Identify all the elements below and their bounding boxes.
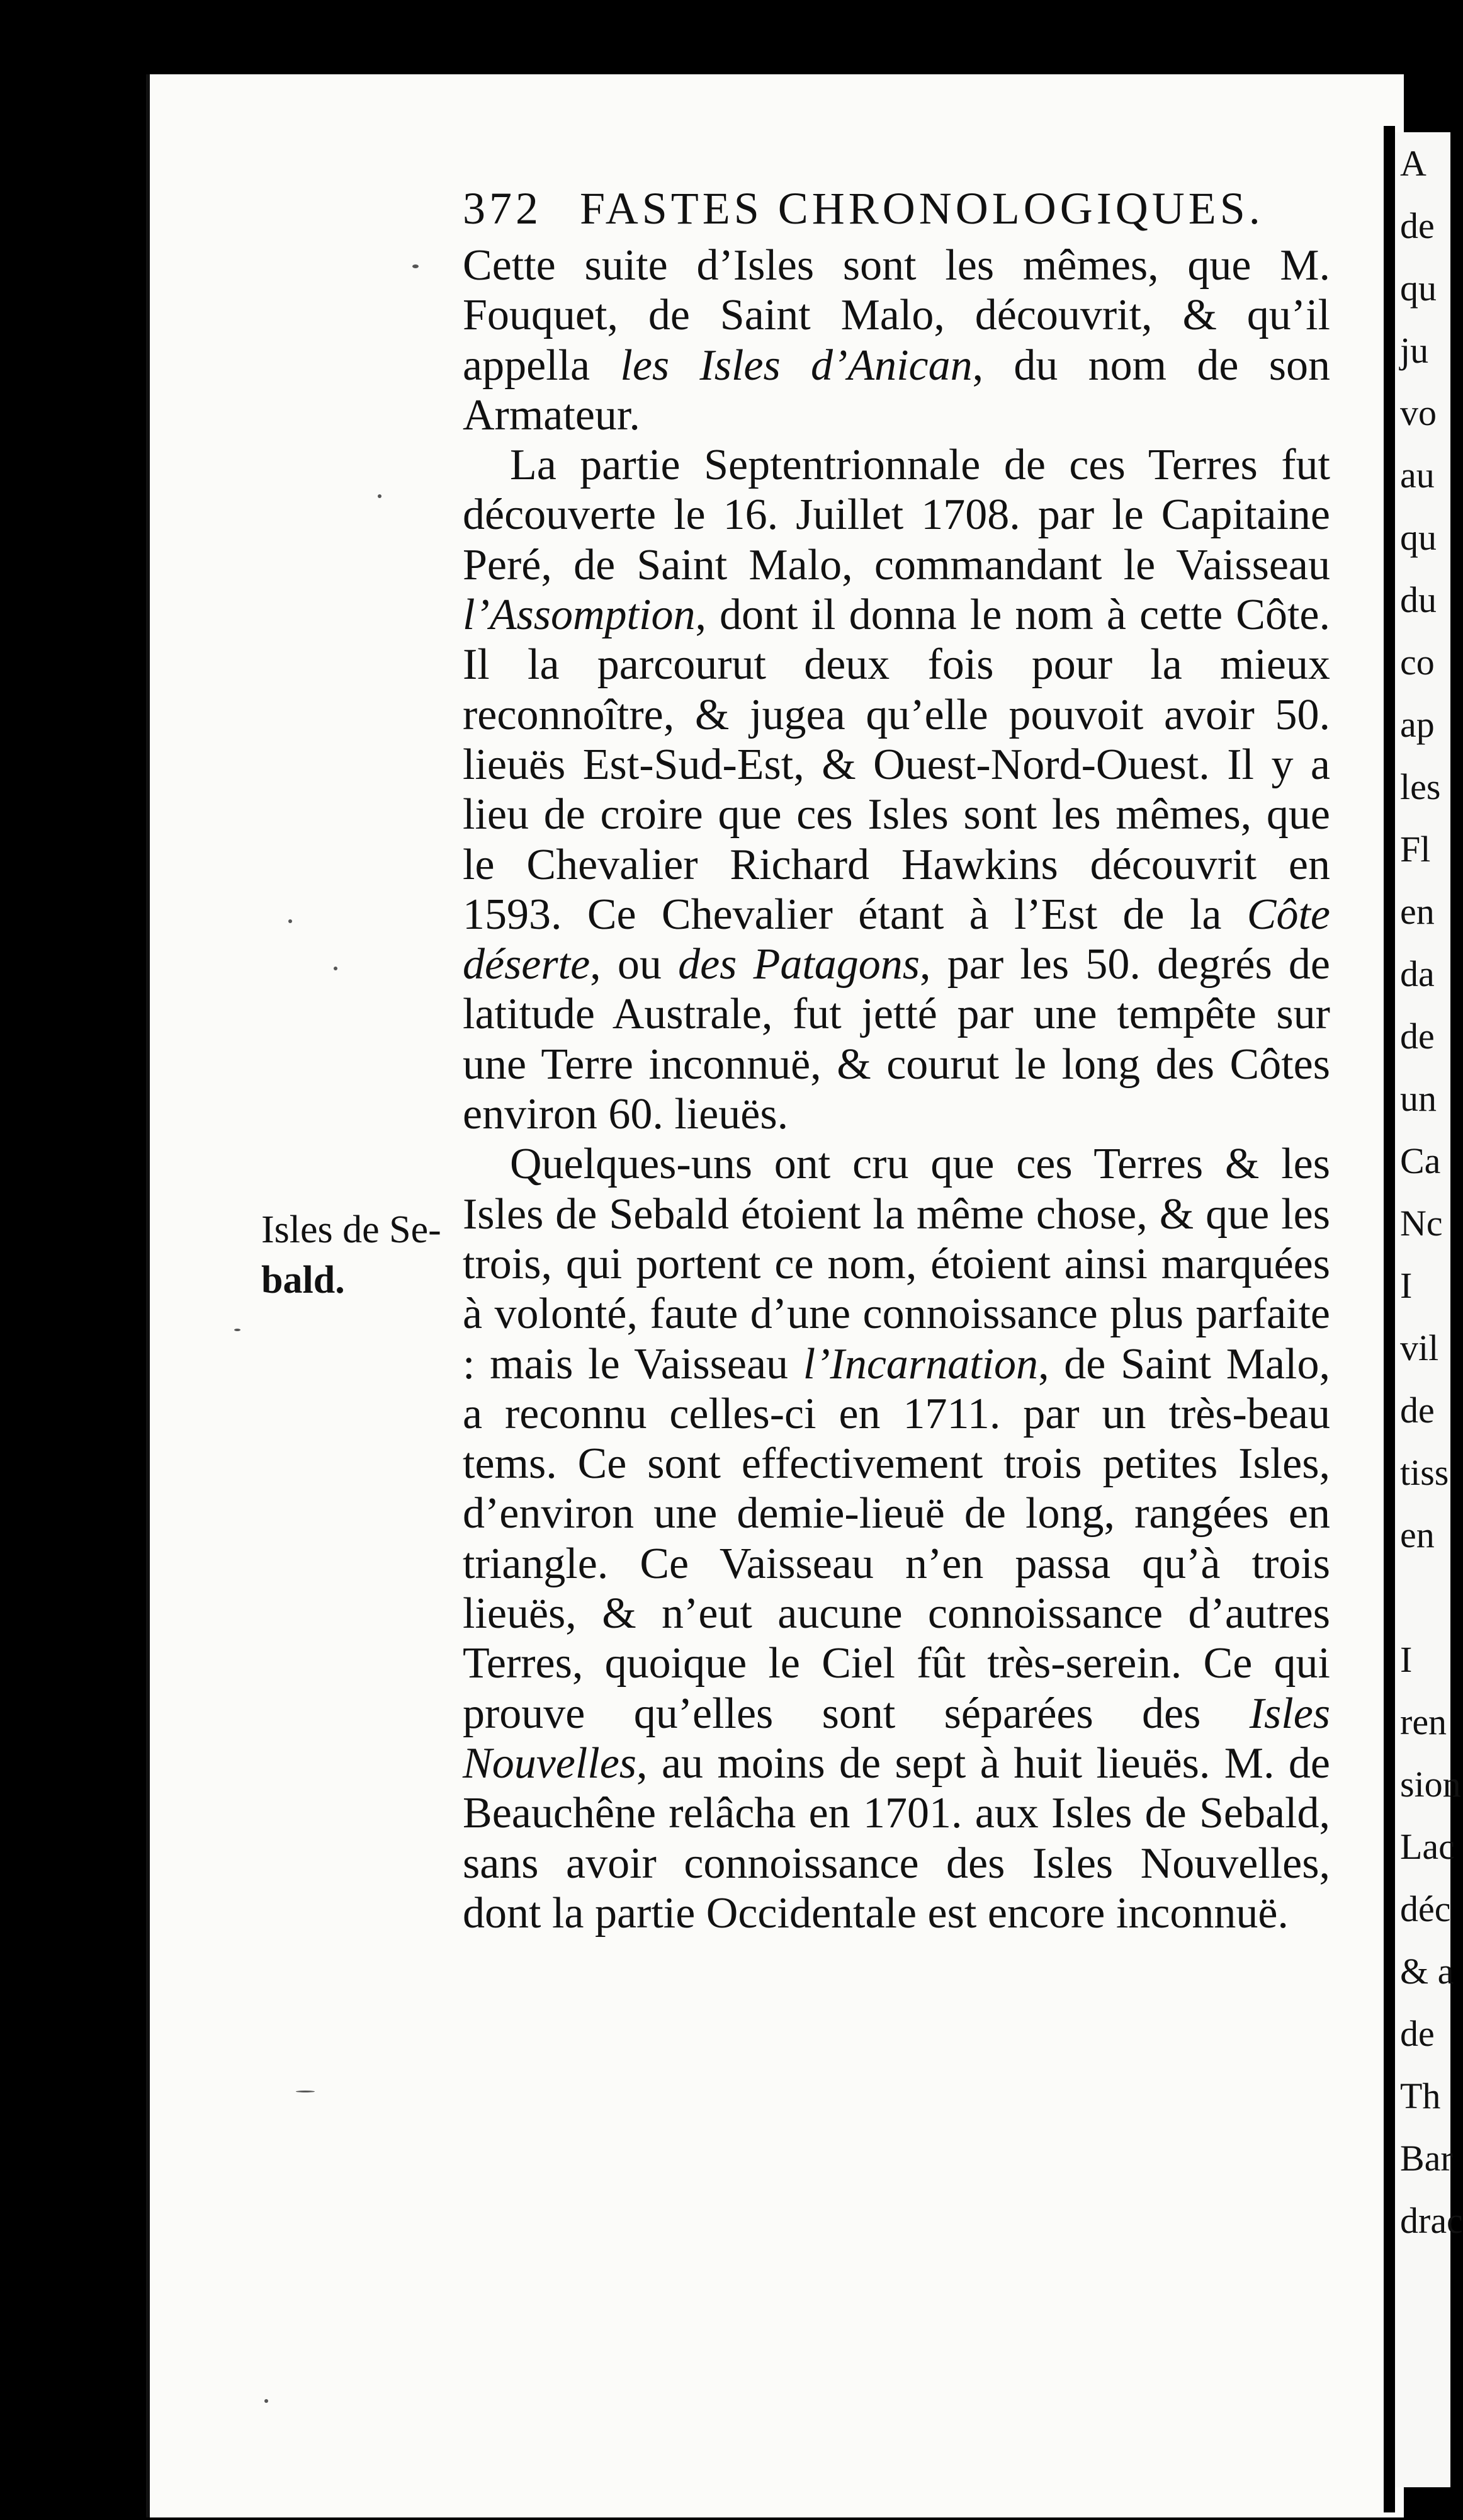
facing-page-fragment: de [1400, 205, 1435, 246]
text-run: La partie Septentrionnale de ces Terres fut découverte le 16. Juillet 1708. par le Capitaine Peré, de Saint Malo, commandant le Vaisseau [463, 441, 1330, 589]
facing-page-fragment: ren [1400, 1701, 1447, 1742]
facing-page-fragment: Lac [1400, 1826, 1455, 1867]
facing-page-fragment: drac [1400, 2200, 1463, 2241]
page-number: 372 [463, 183, 542, 234]
main-text [463, 241, 1330, 1938]
paragraph-2 [463, 440, 1330, 1139]
ink-speck [334, 967, 337, 970]
text-run: Cette suite d’Isles sont les mêmes, que M. Fouquet, de Saint Malo, découvrit, & qu’il appella [463, 241, 1330, 390]
ink-speck [264, 2399, 268, 2403]
text-run: Quelques-uns ont cru que ces Terres & les Isles de Sebald étoient la même chose, & que les trois, qui portent ce nom, étoient ainsi marquées à volonté, faute d’une connoissance plus parfaite : mais le Vaisseau [463, 1140, 1330, 1388]
margin-note [261, 1205, 450, 1305]
facing-page-fragment: Ca [1400, 1140, 1441, 1181]
facing-page-edge [1395, 132, 1463, 2487]
facing-page-fragment: qu [1400, 517, 1437, 558]
facing-page-fragment: Th [1400, 2075, 1441, 2116]
facing-page-fragment: les [1400, 766, 1441, 807]
facing-page-fragment: en [1400, 1514, 1435, 1555]
facing-page-fragment: ju [1400, 330, 1429, 371]
facing-page-fragment: ap [1400, 704, 1435, 745]
facing-page-fragment: vil [1400, 1327, 1439, 1368]
running-header [463, 183, 1264, 235]
italic-text: Isles Nouvelles [463, 1689, 1330, 1788]
facing-page-fragment: de [1400, 1016, 1435, 1057]
facing-page-fragment: A [1400, 143, 1426, 184]
facing-page-fragment: Bar [1400, 2138, 1453, 2179]
facing-page-fragment: Nc [1400, 1203, 1443, 1244]
ink-speck [234, 1329, 240, 1331]
ink-speck [378, 494, 381, 498]
running-title: FASTES CHRONOLOGIQUES. [580, 183, 1264, 234]
facing-page-fragment: I [1400, 1639, 1413, 1680]
facing-page-fragment: I [1400, 1265, 1413, 1306]
gutter-shadow [1384, 126, 1395, 2512]
text-run: , dont il donna le nom à cette Côte. Il la parcourut deux fois pour la mieux reconnoître, & jugea qu’elle pouvoit avoir 50. lieuës Est-Sud-Est, & Ouest-Nord-Ouest. Il y a lieu de croire que ces Isles sont les mêmes, que le Chevalier Richard Hawkins découvrit en 1593. Ce Chevalier étant à l’Est de la [463, 591, 1330, 939]
ink-speck [288, 919, 292, 923]
italic-text: Côte déserte [463, 890, 1330, 989]
facing-page-fragment: qu [1400, 268, 1437, 309]
text-run: , ou [590, 940, 679, 989]
text-run: , du nom de son Armateur. [463, 341, 1330, 440]
facing-page-fragment: au [1400, 455, 1435, 496]
facing-page-fragment [1395, 1566, 1450, 1628]
paragraph-3 [463, 1139, 1330, 1938]
facing-page-fragment: du [1400, 579, 1437, 620]
facing-page-fragment: un [1400, 1078, 1437, 1119]
facing-page-fragment: co [1400, 642, 1435, 683]
ink-speck [412, 264, 419, 268]
facing-page-fragment: de [1400, 1390, 1435, 1431]
paragraph-1 [463, 241, 1330, 440]
margin-note-line: bald. [261, 1259, 345, 1302]
facing-page-fragment: de [1400, 2013, 1435, 2054]
facing-page-fragment: vo [1400, 392, 1437, 433]
facing-page-fragment: en [1400, 891, 1435, 932]
italic-text: l’Assomption [463, 591, 696, 640]
italic-text: des Patagons [678, 940, 920, 989]
italic-text: les Isles d’Anican [620, 341, 973, 390]
text-run: , par les 50. degrés de latitude Australe, fut jetté par une tempête sur une Terre inconnuë, & courut le long des Côtes environ 60. lieuës. [463, 940, 1330, 1139]
facing-page-fragment: déc [1400, 1888, 1451, 1929]
facing-page-fragment: sion [1400, 1764, 1461, 1805]
margin-note-line: Isles de Se- [261, 1208, 441, 1251]
facing-page-fragment: & a [1400, 1951, 1454, 1992]
text-run: , au moins de sept à huit lieuës. M. de Beauchêne relâcha en 1701. aux Isles de Sebald, sans avoir connoissance des Isles Nouvelles, dont la partie Occidentale est encore inconnuë. [463, 1739, 1330, 1938]
facing-page-fragment: tiss [1400, 1452, 1449, 1493]
facing-page-fragment: da [1400, 953, 1435, 994]
italic-text: l’Incarnation [803, 1339, 1039, 1388]
facing-page-fragment: Fl [1400, 829, 1431, 870]
text-run: , de Saint Malo, a reconnu celles-ci en 1711. par un très-beau tems. Ce sont effectivement trois petites Isles, d’environ une demie-lieuë de long, rangées en triangle. Ce Vaisseau n’en passa qu’à trois lieuës, & n’eut aucune connoissance d’autres Terres, quoique le Ciel fût très-serein. Ce qui prouve qu’elles sont séparées des [463, 1339, 1330, 1738]
ink-speck [296, 2091, 315, 2092]
